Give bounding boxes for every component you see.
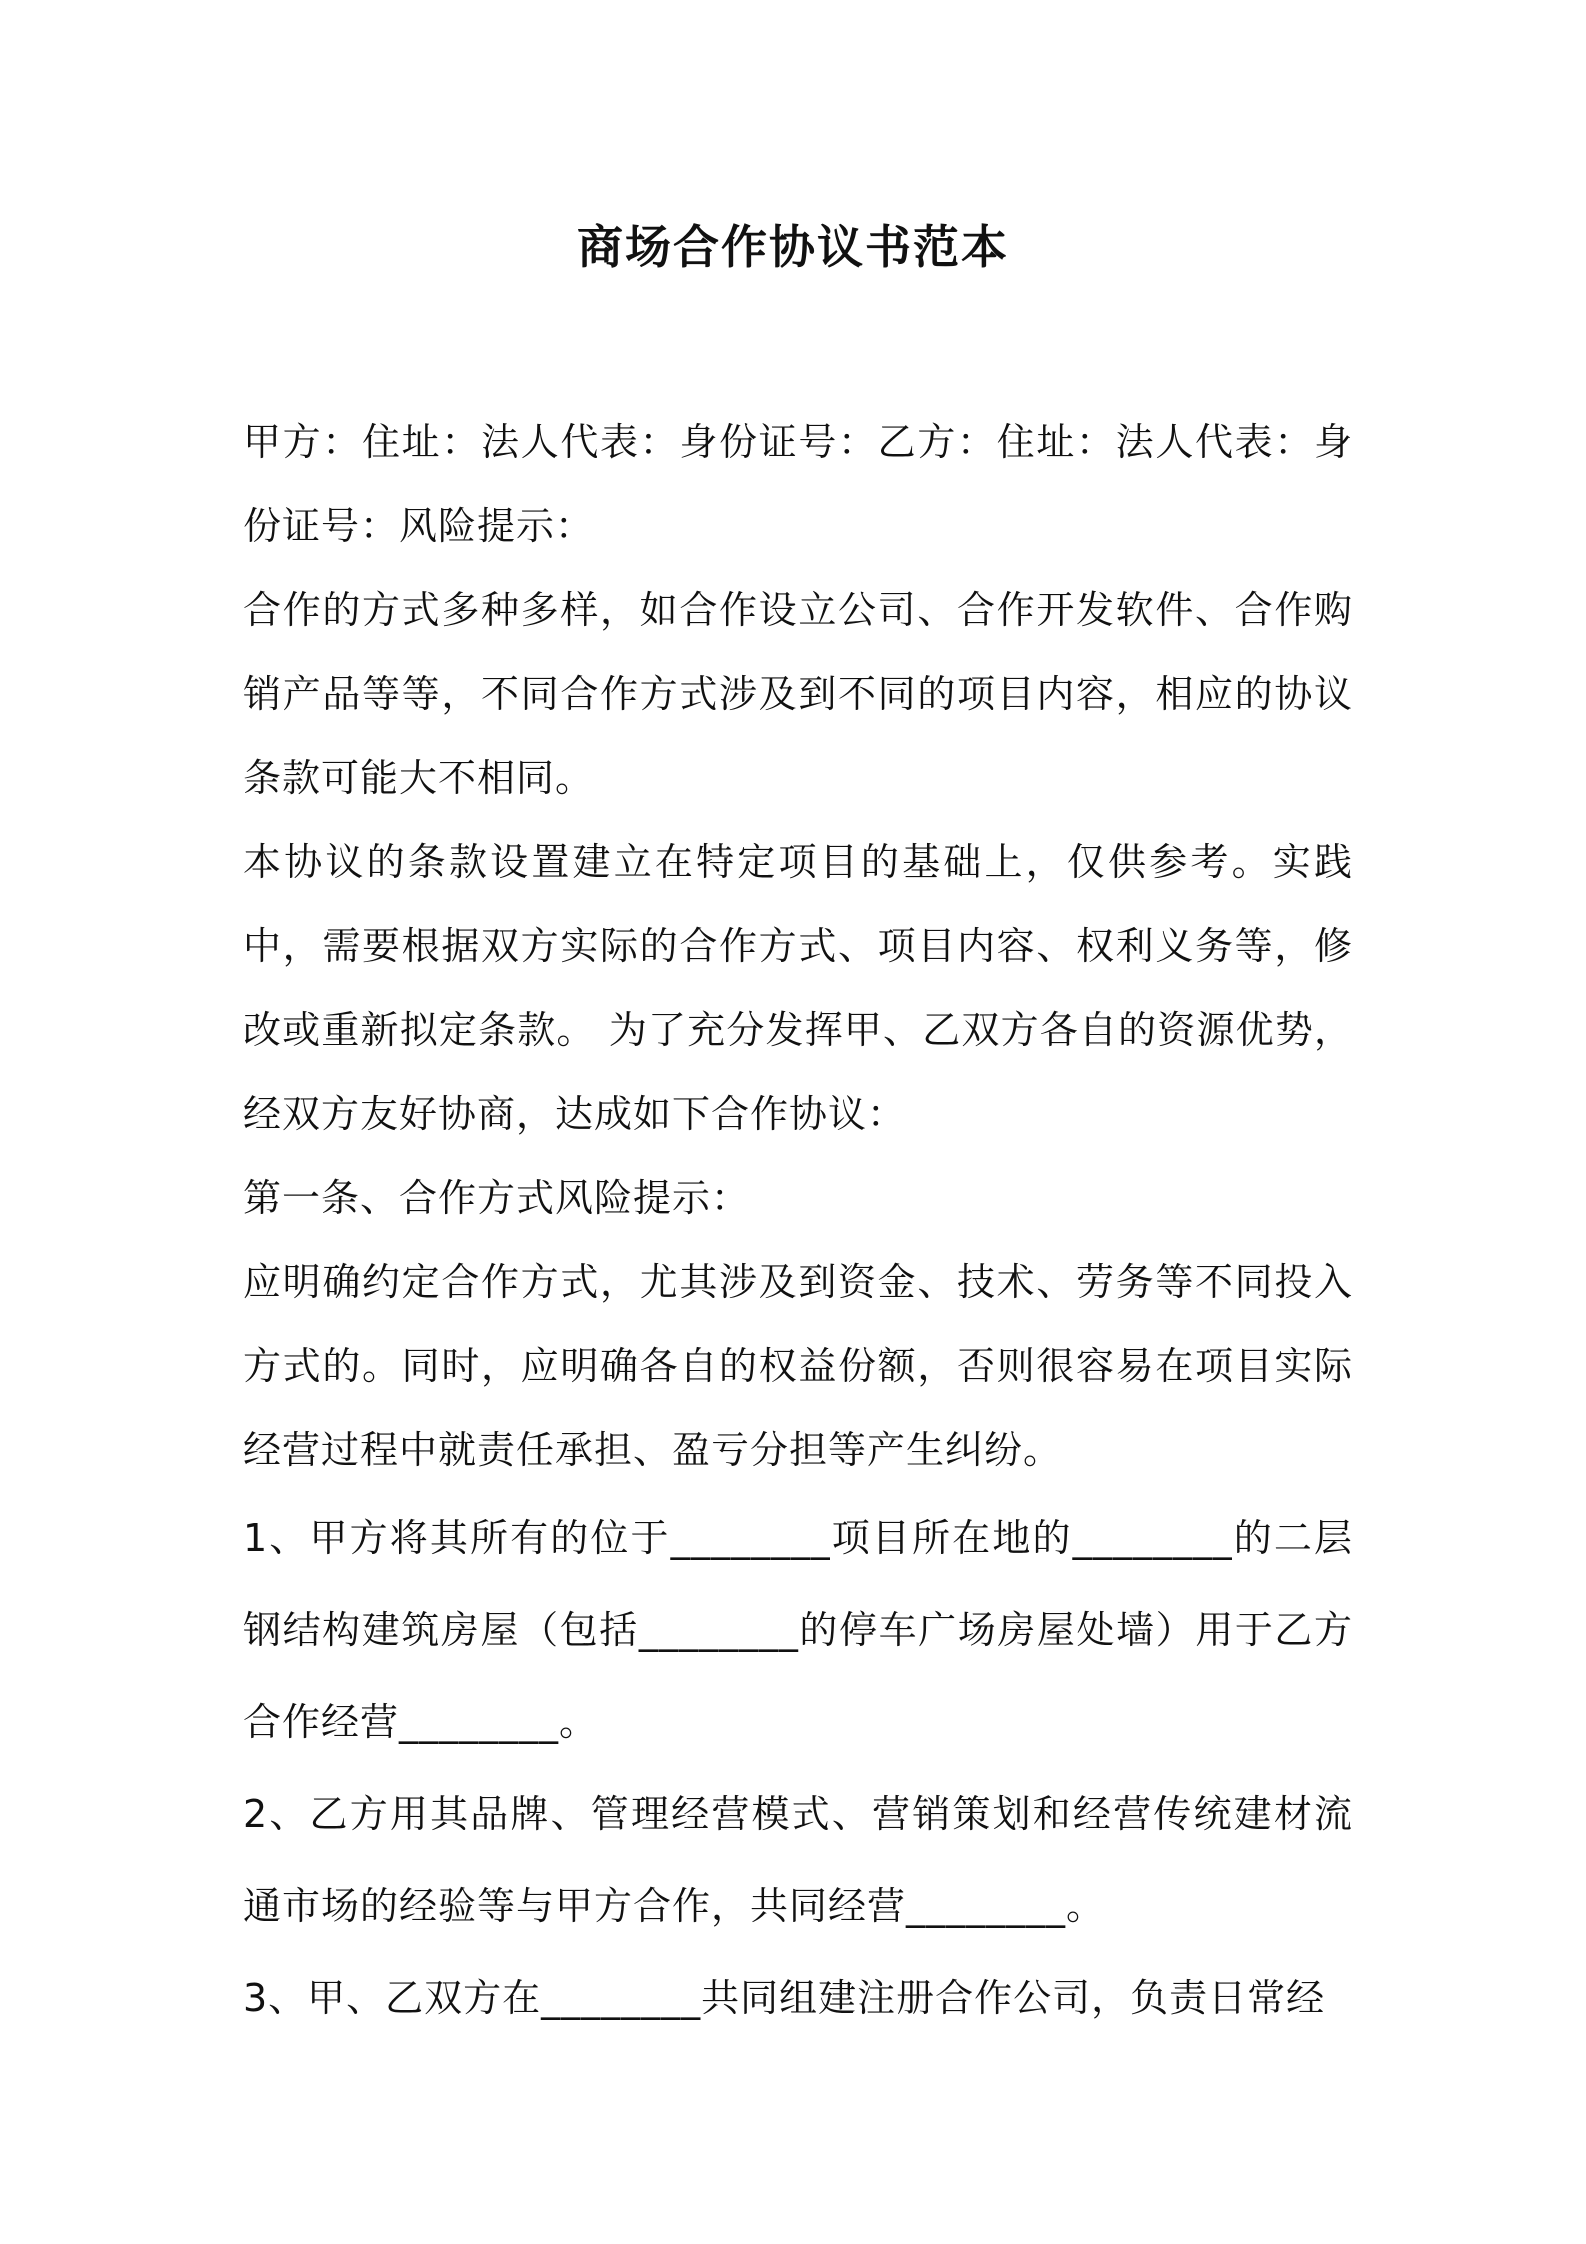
clause-3: 3、甲、乙双方在________共同组建注册合作公司，负责日常经 [243,1976,1326,2020]
clause-1: 1、甲方将其所有的位于________项目所在地的________的二层钢结构建筑房屋（包括________的停车广场房屋处墙）用于乙方合作经营________。 [243,1516,1353,1744]
risk-note-paragraph: 合作的方式多种多样，如合作设立公司、合作开发软件、合作购销产品等等，不同合作方式涉及到不同的项目内容，相应的协议条款可能大不相同。 [243,588,1353,800]
party-info-paragraph: 甲方：住址：法人代表：身份证号：乙方：住址：法人代表：身份证号：风险提示： [243,420,1353,548]
clause-2: 2、乙方用其品牌、管理经营模式、营销策划和经营传统建材流通市场的经验等与甲方合作，共同经营________。 [243,1792,1353,1928]
document-title: 商场合作协议书范本 [577,220,1009,274]
document-body [243,400,1353,2044]
article-one-heading: 第一条、合作方式风险提示： [243,1176,751,1220]
reference-note-paragraph: 本协议的条款设置建立在特定项目的基础上，仅供参考。实践中，需要根据双方实际的合作方式、项目内容、权利义务等，修改或重新拟定条款。 为了充分发挥甲、乙双方各自的资源优势，经双方友好协商，达成如下合作协议： [243,840,1353,1136]
article-one-note: 应明确约定合作方式，尤其涉及到资金、技术、劳务等不同投入方式的。同时，应明确各自的权益份额，否则很容易在项目实际经营过程中就责任承担、盈亏分担等产生纠纷。 [243,1260,1353,1472]
